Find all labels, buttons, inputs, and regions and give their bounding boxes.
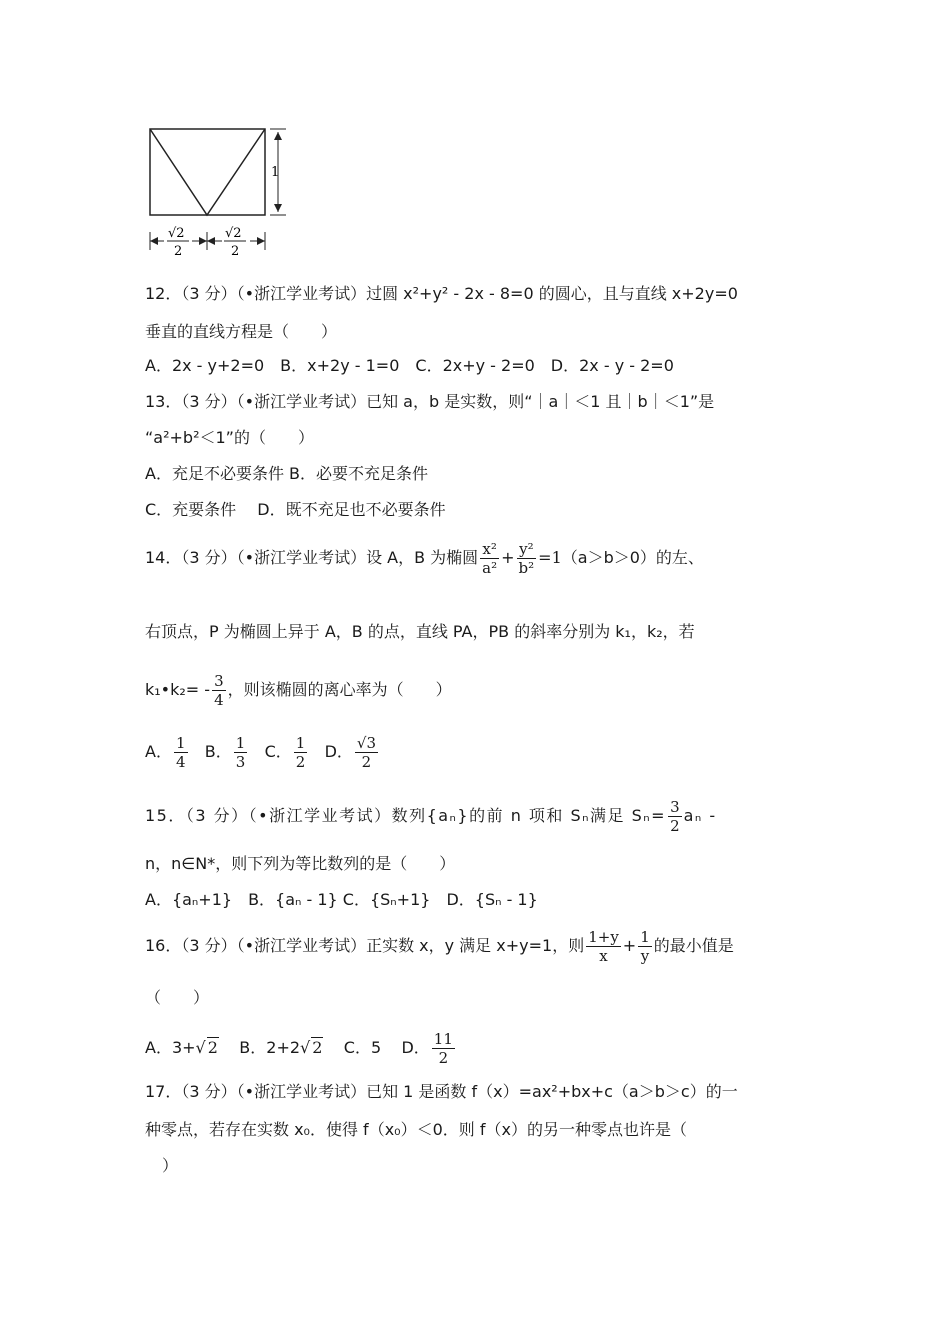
q12-line1: 12．（3 分）（•浙江学业考试）过圆 x²+y² - 2x - 8=0 的圆心，且与直线 x+2y=0: [145, 284, 738, 303]
figure-width-label-right-num: √2: [225, 226, 242, 241]
q14-line3: k₁•k₂= - $\frac{3}{4}$ ，则该椭圆的离心率为（ ）: [145, 672, 452, 709]
q14-suffix: （a＞b＞0）的左、: [561, 548, 704, 567]
q13-line1: 13．（3 分）（•浙江学业考试）已知 a，b 是实数，则“｜a｜＜1 且｜b｜＜1”是: [145, 392, 715, 411]
q14-options: A． $\frac{1}{4}$ B． $\frac{1}{3}$ C． $\frac{1}{2}$ D． $\frac{√3}{2}$: [145, 734, 376, 771]
ellipse-x-fraction: $\frac{\text{x²}}{\text{a²}}$: [482, 540, 498, 577]
q16-line2: （ ）: [145, 988, 210, 1007]
q13-options-cd: C．充要条件 D．既不充足也不必要条件: [145, 500, 446, 519]
q14-fraction: $\frac{3}{4}$: [214, 672, 224, 709]
q12-line2: 垂直的直线方程是（ ）: [145, 322, 338, 341]
figure-v-lines: [150, 129, 265, 215]
q17-line1: 17．（3 分）（•浙江学业考试）已知 1 是函数 f（x）=ax²+bx+c（a＞b＞c）的一: [145, 1082, 738, 1101]
q14-line1: 14．（3 分）（•浙江学业考试）设 A，B 为椭圆 $\frac{\text{x²}}{\text{a²}}$ + $\frac{\text{y²}}{\text{b²}}$ =1（a＞b＞0）的左、: [145, 540, 704, 577]
q14-line2: 右顶点，P 为椭圆上异于 A，B 的点，直线 PA，PB 的斜率分别为 k₁，k₂，若: [145, 622, 695, 641]
q15-line1: 15．（3 分）（•浙江学业考试）数列{aₙ}的前 n 项和 Sₙ满足 Sₙ= $\frac{3}{2}$ aₙ -: [145, 798, 717, 835]
ellipse-y-fraction: $\frac{\text{y²}}{\text{b²}}$: [518, 540, 535, 577]
q13-options-ab: A．充足不必要条件 B．必要不充足条件: [145, 464, 429, 483]
q16-line1: 16．（3 分）（•浙江学业考试）正实数 x，y 满足 x+y=1，则 $\frac{1+y}{x}$ + $\frac{1}{y}$ 的最小值是: [145, 928, 734, 965]
figure-rectangle: [150, 129, 265, 215]
q17-line3: ）: [162, 1156, 179, 1175]
figure-width-label-right-den: 2: [231, 244, 240, 259]
geometry-figure: [140, 122, 300, 262]
q16-options: A．3+√ 2 B．2+2√ 2 C．5 D． $\frac{11}{2}$: [145, 1030, 453, 1067]
figure-width-label-left-num: √2: [168, 226, 185, 241]
q17-line2: 种零点，若存在实数 x₀．使得 f（x₀）＜0．则 f（x）的另一种零点也许是（: [145, 1120, 687, 1139]
q12-options: A．2x - y+2=0 B．x+2y - 1=0 C．2x+y - 2=0 D．2x - y - 2=0: [145, 356, 674, 375]
q13-line2: “a²+b²＜1”的（ ）: [145, 428, 314, 447]
q15-options: A．{aₙ+1} B．{aₙ - 1} C．{Sₙ+1} D．{Sₙ - 1}: [145, 890, 538, 909]
figure-height-label: 1: [271, 165, 280, 180]
q14-prefix: 14．（3 分）（•浙江学业考试）设 A，B 为椭圆: [145, 548, 479, 567]
figure-width-label-left-den: 2: [174, 244, 183, 259]
q15-line2: n，n∈N*，则下列为等比数列的是（ ）: [145, 854, 456, 873]
